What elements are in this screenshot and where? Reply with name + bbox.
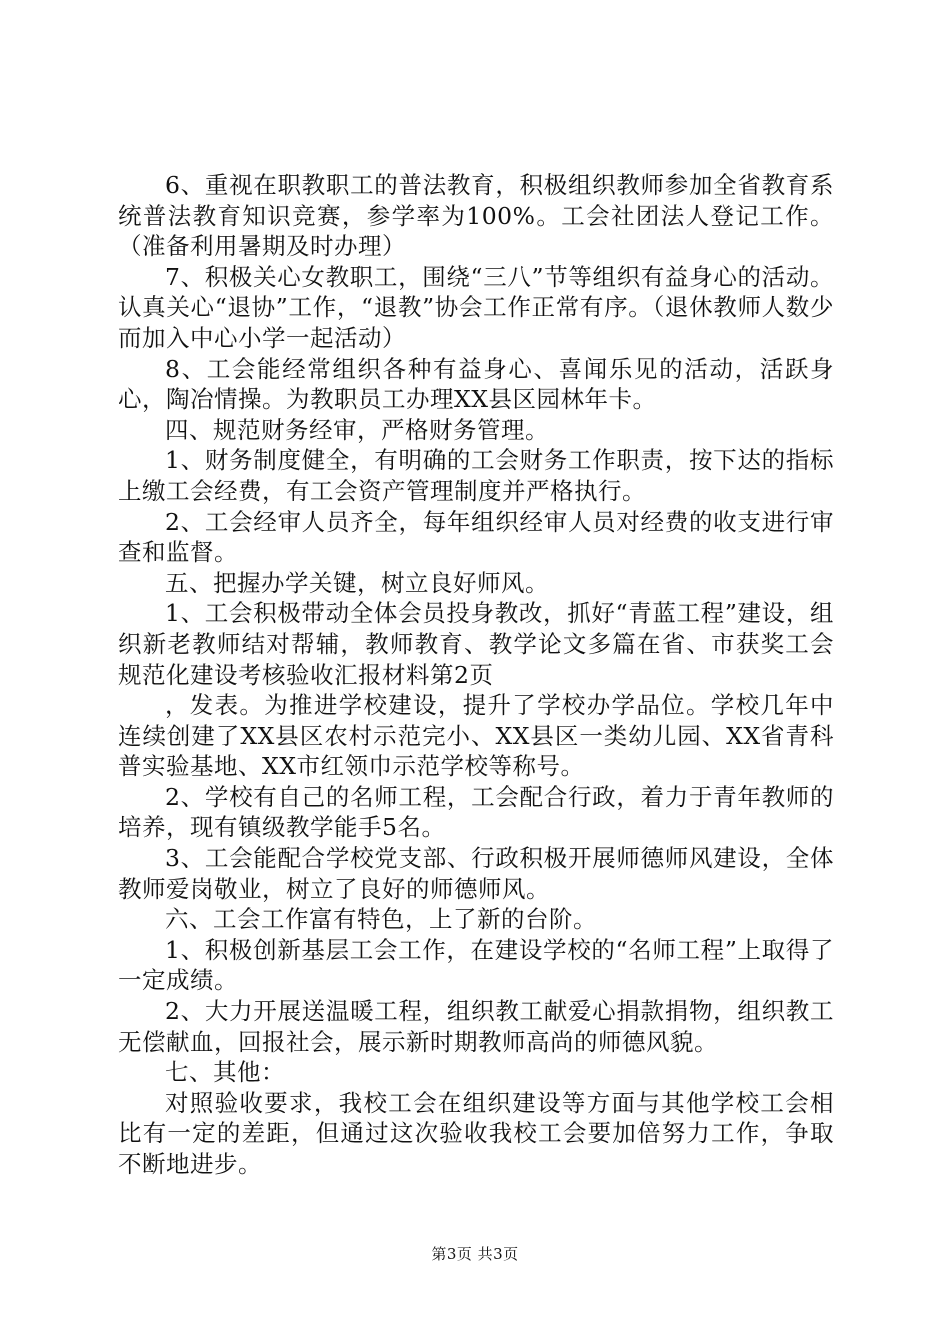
paragraph: 2、大力开展送温暖工程，组织教工献爱心捐款捐物，组织教工无偿献血，回报社会，展示新时期教师高尚的师德风貌。 [118, 997, 834, 1056]
paragraph: 2、学校有自己的名师工程，工会配合行政，着力于青年教师的培养，现有镇级教学能手5名。 [118, 782, 834, 842]
paragraph: 对照验收要求，我校工会在组织建设等方面与其他学校工会相比有一定的差距，但通过这次验收我校工会要加倍努力工作，争取不断地进步。 [118, 1088, 834, 1178]
paragraph: 1、财务制度健全，有明确的工会财务工作职责，按下达的指标上缴工会经费，有工会资产管理制度并严格执行。 [118, 446, 834, 505]
document-body [118, 170, 834, 1180]
paragraph: 7、积极关心女教职工，围绕“三八”节等组织有益身心的活动。认真关心“退协”工作，“退教”协会工作正常有序。（退休教师人数少而加入中心小学一起活动） [118, 262, 834, 352]
paragraph: 2、工会经审人员齐全，每年组织经审人员对经费的收支进行审查和监督。 [118, 507, 834, 567]
paragraph: ，发表。为推进学校建设，提升了学校办学品位。学校几年中连续创建了XX县区农村示范完小、XX县区一类幼儿园、XX省青科普实验基地、XX市红领巾示范学校等称号。 [118, 691, 834, 781]
paragraph: 3、工会能配合学校党支部、行政积极开展师德师风建设，全体教师爱岗敬业，树立了良好的师德师风。 [118, 844, 834, 903]
paragraph: 四、规范财务经审，严格财务管理。 [165, 415, 549, 444]
paragraph: 6、重视在职教职工的普法教育，积极组织教师参加全省教育系统普法教育知识竞赛，参学率为100%。工会社团法人登记工作。（准备利用暑期及时办理） [118, 171, 834, 261]
page-footer: 第3页 共3页 [431, 1245, 519, 1263]
paragraph: 8、工会能经常组织各种有益身心、喜闻乐见的活动，活跃身心，陶冶情操。为教职员工办理XX县区园林年卡。 [118, 354, 834, 414]
paragraph: 五、把握办学关键，树立良好师风。 [165, 568, 549, 597]
paragraph: 1、工会积极带动全体会员投身教改，抓好“青蓝工程”建设，组织新老教师结对帮辅，教师教育、教学论文多篇在省、市获奖工会规范化建设考核验收汇报材料第2页 [118, 599, 834, 689]
paragraph: 1、积极创新基层工会工作，在建设学校的“名师工程”上取得了一定成绩。 [118, 935, 834, 995]
paragraph: 七、其他： [165, 1058, 285, 1087]
paragraph: 六、工会工作富有特色，上了新的台阶。 [165, 905, 597, 934]
